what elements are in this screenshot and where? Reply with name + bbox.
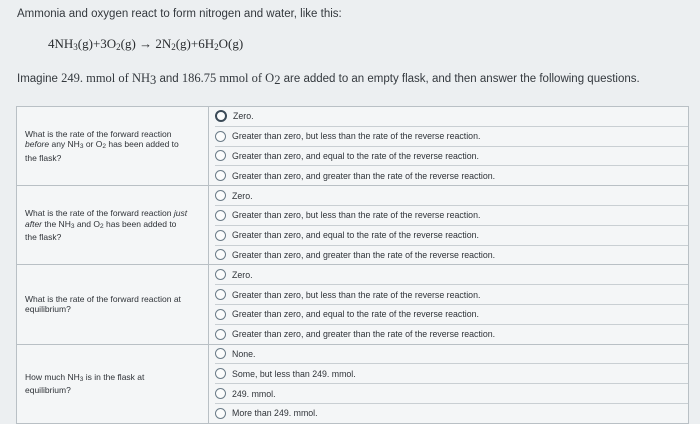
radio-button[interactable] bbox=[215, 408, 226, 419]
question-fragment: any NH bbox=[49, 139, 80, 150]
question-emphasis: before bbox=[25, 139, 50, 150]
radio-button[interactable] bbox=[215, 368, 226, 379]
question-cell bbox=[17, 344, 209, 423]
radio-button[interactable] bbox=[215, 131, 226, 142]
prompt-amount-nh3: 249. mmol of NH bbox=[61, 71, 150, 85]
eq-subscript: 2 bbox=[171, 42, 176, 52]
prompt-subscript: 3 bbox=[150, 73, 157, 87]
radio-button[interactable] bbox=[215, 210, 226, 221]
question-fragment: has been added to the flask? bbox=[25, 139, 179, 163]
answer-option[interactable] bbox=[215, 305, 688, 325]
question-fragment: How much NH bbox=[25, 371, 80, 382]
prompt-subscript: 2 bbox=[274, 73, 281, 87]
answer-option[interactable] bbox=[215, 265, 688, 285]
question-fragment: or O bbox=[83, 139, 103, 150]
question-row bbox=[17, 344, 689, 423]
option-label: None. bbox=[232, 348, 256, 359]
radio-button[interactable] bbox=[215, 190, 226, 201]
question-subscript: 2 bbox=[102, 143, 106, 151]
question-emphasis: just after bbox=[25, 208, 188, 229]
question-cell bbox=[17, 107, 209, 186]
option-label: Greater than zero, but less than the rate of the reverse reaction. bbox=[232, 131, 481, 142]
prompt-text: Imagine bbox=[17, 73, 62, 85]
question-text bbox=[25, 129, 190, 164]
question-fragment: What is the rate of the forward reaction bbox=[25, 208, 174, 219]
eq-subscript: 2 bbox=[214, 42, 219, 52]
question-row bbox=[17, 186, 689, 265]
question-text bbox=[25, 208, 190, 243]
answer-option[interactable] bbox=[215, 166, 688, 185]
radio-button[interactable] bbox=[215, 329, 226, 340]
answer-option[interactable] bbox=[215, 246, 688, 265]
answer-option[interactable] bbox=[215, 285, 688, 305]
radio-button[interactable] bbox=[215, 230, 226, 241]
chemical-equation bbox=[48, 36, 243, 52]
answer-cell bbox=[209, 265, 689, 344]
answer-option[interactable] bbox=[215, 127, 688, 147]
problem-intro: Ammonia and oxygen react to form nitrogen and water, like this: bbox=[17, 8, 342, 20]
question-fragment: What is the rate of the forward reaction bbox=[25, 128, 172, 139]
answer-option[interactable] bbox=[215, 325, 688, 344]
option-label: Greater than zero, and greater than the rate of the reverse reaction. bbox=[232, 249, 496, 260]
radio-button[interactable] bbox=[215, 170, 226, 181]
option-label: Zero. bbox=[232, 269, 253, 280]
radio-button[interactable] bbox=[215, 348, 226, 359]
question-fragment: is in the flask at equilibrium? bbox=[25, 371, 145, 396]
radio-button[interactable] bbox=[215, 309, 226, 320]
answer-option[interactable] bbox=[215, 107, 688, 127]
radio-button[interactable] bbox=[215, 289, 226, 300]
radio-button[interactable] bbox=[215, 249, 226, 260]
prompt-text: are added to an empty flask, and then answer the following questions. bbox=[280, 73, 640, 85]
question-table bbox=[16, 106, 689, 424]
option-label: Greater than zero, but less than the rate of the reverse reaction. bbox=[232, 210, 481, 221]
option-label: Greater than zero, and equal to the rate of the reverse reaction. bbox=[232, 150, 479, 161]
answer-option[interactable] bbox=[215, 345, 688, 365]
eq-part: 4NH bbox=[48, 36, 74, 51]
radio-button[interactable] bbox=[215, 269, 226, 280]
answer-cell bbox=[209, 107, 689, 186]
question-text bbox=[25, 294, 190, 315]
question-row bbox=[17, 265, 689, 344]
question-row bbox=[17, 107, 689, 186]
question-subscript: 2 bbox=[100, 222, 104, 230]
answer-option[interactable] bbox=[215, 364, 688, 384]
question-subscript: 3 bbox=[79, 375, 84, 383]
option-label: Greater than zero, but less than the rate of the reverse reaction. bbox=[232, 289, 481, 300]
question-fragment: What is the rate of the forward reaction at equilibrium? bbox=[25, 293, 181, 315]
question-cell bbox=[17, 265, 209, 344]
answer-cell bbox=[209, 186, 689, 265]
option-label: Zero. bbox=[233, 111, 254, 122]
prompt-text: and bbox=[156, 73, 182, 85]
question-subscript: 3 bbox=[70, 222, 75, 230]
answer-option[interactable] bbox=[215, 186, 688, 206]
answer-cell bbox=[209, 344, 689, 423]
option-label: Greater than zero, and equal to the rate of the reverse reaction. bbox=[232, 230, 479, 241]
problem-prompt bbox=[17, 71, 640, 88]
option-label: 249. mmol. bbox=[232, 388, 276, 399]
answer-option[interactable] bbox=[215, 384, 688, 404]
question-fragment: has been added to the flask? bbox=[25, 218, 177, 243]
radio-button[interactable] bbox=[215, 388, 226, 399]
eq-part: (g)+3O bbox=[77, 36, 117, 51]
eq-part: (g) → 2N bbox=[120, 36, 172, 51]
radio-button[interactable] bbox=[215, 150, 226, 161]
option-label: Greater than zero, and greater than the rate of the reverse reaction. bbox=[232, 329, 496, 340]
option-label: More than 249. mmol. bbox=[232, 408, 318, 419]
option-label: Some, but less than 249. mmol. bbox=[232, 368, 356, 379]
question-fragment: and O bbox=[74, 218, 100, 229]
answer-option[interactable] bbox=[215, 206, 688, 226]
answer-option[interactable] bbox=[215, 226, 688, 246]
eq-part: (g)+6H bbox=[175, 36, 215, 51]
question-fragment: the NH bbox=[42, 218, 71, 229]
option-label: Greater than zero, and equal to the rate of the reverse reaction. bbox=[232, 309, 479, 320]
question-cell bbox=[17, 186, 209, 265]
eq-part: O(g) bbox=[218, 36, 244, 51]
question-text bbox=[25, 372, 190, 396]
eq-subscript: 3 bbox=[73, 42, 78, 52]
answer-option[interactable] bbox=[215, 147, 688, 167]
prompt-amount-o2: 186.75 mmol of O bbox=[181, 71, 275, 85]
answer-option[interactable] bbox=[215, 404, 688, 423]
eq-subscript: 2 bbox=[116, 42, 121, 52]
radio-button[interactable] bbox=[215, 110, 227, 122]
question-subscript: 3 bbox=[79, 143, 84, 151]
option-label: Zero. bbox=[232, 190, 253, 201]
option-label: Greater than zero, and greater than the rate of the reverse reaction. bbox=[232, 170, 496, 181]
